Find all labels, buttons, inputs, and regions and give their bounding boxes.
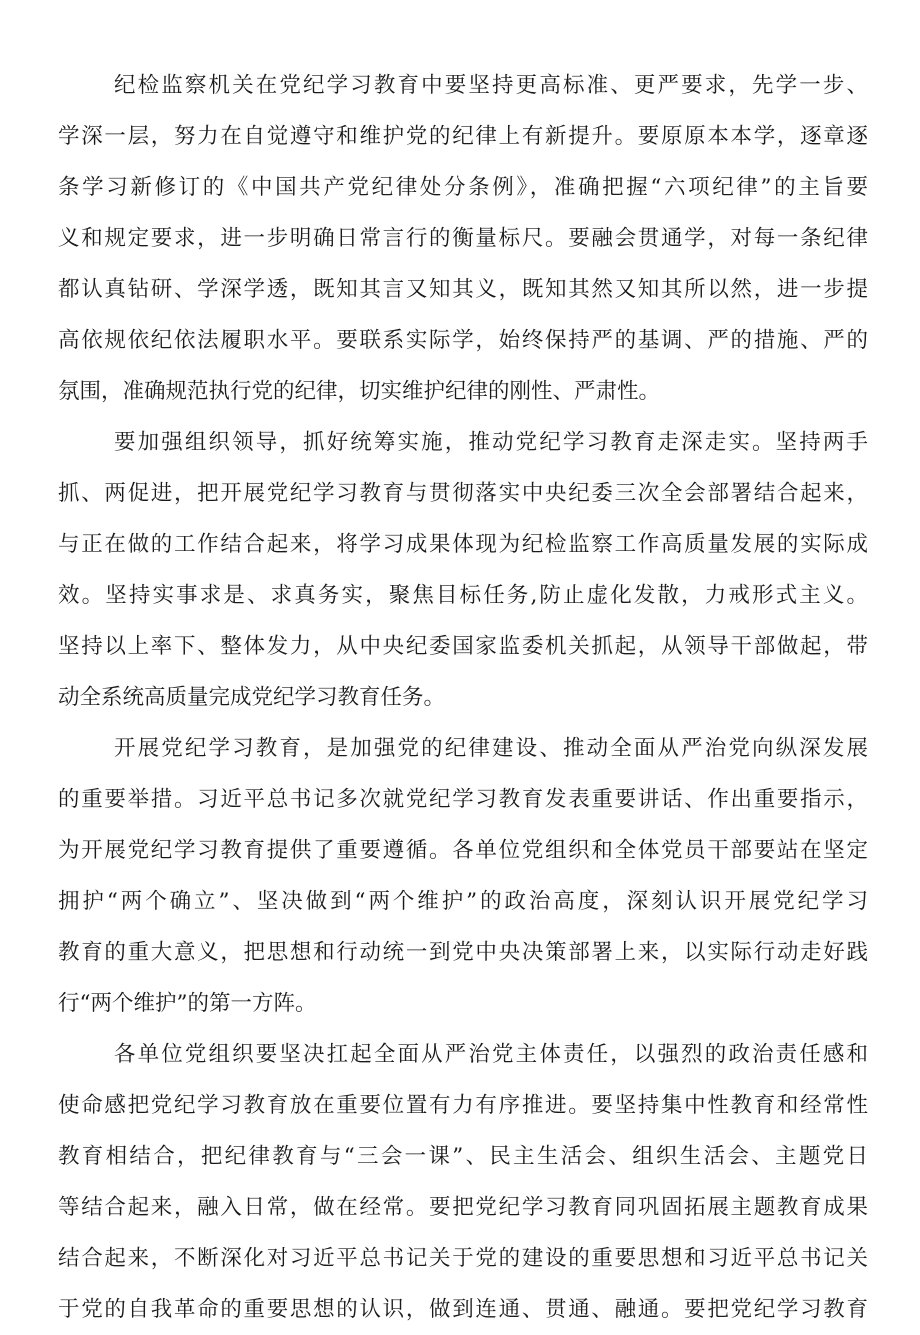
- text-line: 各单位党组织要坚决扛起全面从严治党主体责任，以强烈的政治责任感和: [114, 1042, 868, 1067]
- text-line: 纪检监察机关在党纪学习教育中要坚持更高标准、更严要求，先学一步、: [114, 73, 868, 98]
- text-line: 与正在做的工作结合起来，将学习成果体现为纪检监察工作高质量发展的实际成: [58, 532, 868, 557]
- text-line: 于党的自我革命的重要思想的认识，做到连通、贯通、融通。要把党纪学习教育: [58, 1297, 868, 1322]
- paragraph-1: [58, 60, 868, 417]
- paragraph-4: [58, 1029, 868, 1335]
- text-line: 的重要举措。习近平总书记多次就党纪学习教育发表重要讲话、作出重要指示，: [58, 787, 868, 812]
- text-line: 条学习新修订的《中国共产党纪律处分条例》，准确把握“六项纪律”的主旨要: [58, 175, 868, 200]
- text-line: 抓、两促进，把开展党纪学习教育与贯彻落实中央纪委三次全会部署结合起来，: [58, 481, 868, 506]
- text-line: 要加强组织领导，抓好统筹实施，推动党纪学习教育走深走实。坚持两手: [114, 430, 868, 455]
- paragraph-3: [58, 723, 868, 1029]
- text-line: 拥护“两个确立”、坚决做到“两个维护”的政治高度，深刻认识开展党纪学习: [58, 889, 868, 914]
- text-line: 义和规定要求，进一步明确日常言行的衡量标尺。要融会贯通学，对每一条纪律: [58, 226, 868, 251]
- text-line: 氛围，准确规范执行党的纪律，切实维护纪律的刚性、严肃性。: [58, 379, 661, 404]
- text-line: 为开展党纪学习教育提供了重要遵循。各单位党组织和全体党员干部要站在坚定: [58, 838, 868, 863]
- text-line: 都认真钻研、学深学透，既知其言又知其义，既知其然又知其所以然，进一步提: [58, 277, 868, 302]
- document-page: [58, 60, 868, 1335]
- text-line: 行“两个维护”的第一方阵。: [58, 991, 317, 1016]
- text-line: 结合起来，不断深化对习近平总书记关于党的建设的重要思想和习近平总书记关: [58, 1246, 868, 1271]
- text-line: 效。坚持实事求是、求真务实，聚焦目标任务,防止虚化发散，力戒形式主义。: [58, 583, 868, 608]
- text-line: 动全系统高质量完成党纪学习教育任务。: [58, 685, 446, 710]
- text-line: 使命感把党纪学习教育放在重要位置有力有序推进。要坚持集中性教育和经常性: [58, 1093, 868, 1118]
- text-line: 学深一层，努力在自觉遵守和维护党的纪律上有新提升。要原原本本学，逐章逐: [58, 124, 868, 149]
- text-line: 教育相结合，把纪律教育与“三会一课”、民主生活会、组织生活会、主题党日: [58, 1144, 868, 1169]
- text-line: 坚持以上率下、整体发力，从中央纪委国家监委机关抓起，从领导干部做起，带: [58, 634, 868, 659]
- text-line: 开展党纪学习教育，是加强党的纪律建设、推动全面从严治党向纵深发展: [114, 736, 868, 761]
- paragraph-2: [58, 417, 868, 723]
- text-line: 教育的重大意义，把思想和行动统一到党中央决策部署上来，以实际行动走好践: [58, 940, 868, 965]
- text-line: 等结合起来，融入日常，做在经常。要把党纪学习教育同巩固拓展主题教育成果: [58, 1195, 868, 1220]
- text-line: 高依规依纪依法履职水平。要联系实际学，始终保持严的基调、严的措施、严的: [58, 328, 868, 353]
